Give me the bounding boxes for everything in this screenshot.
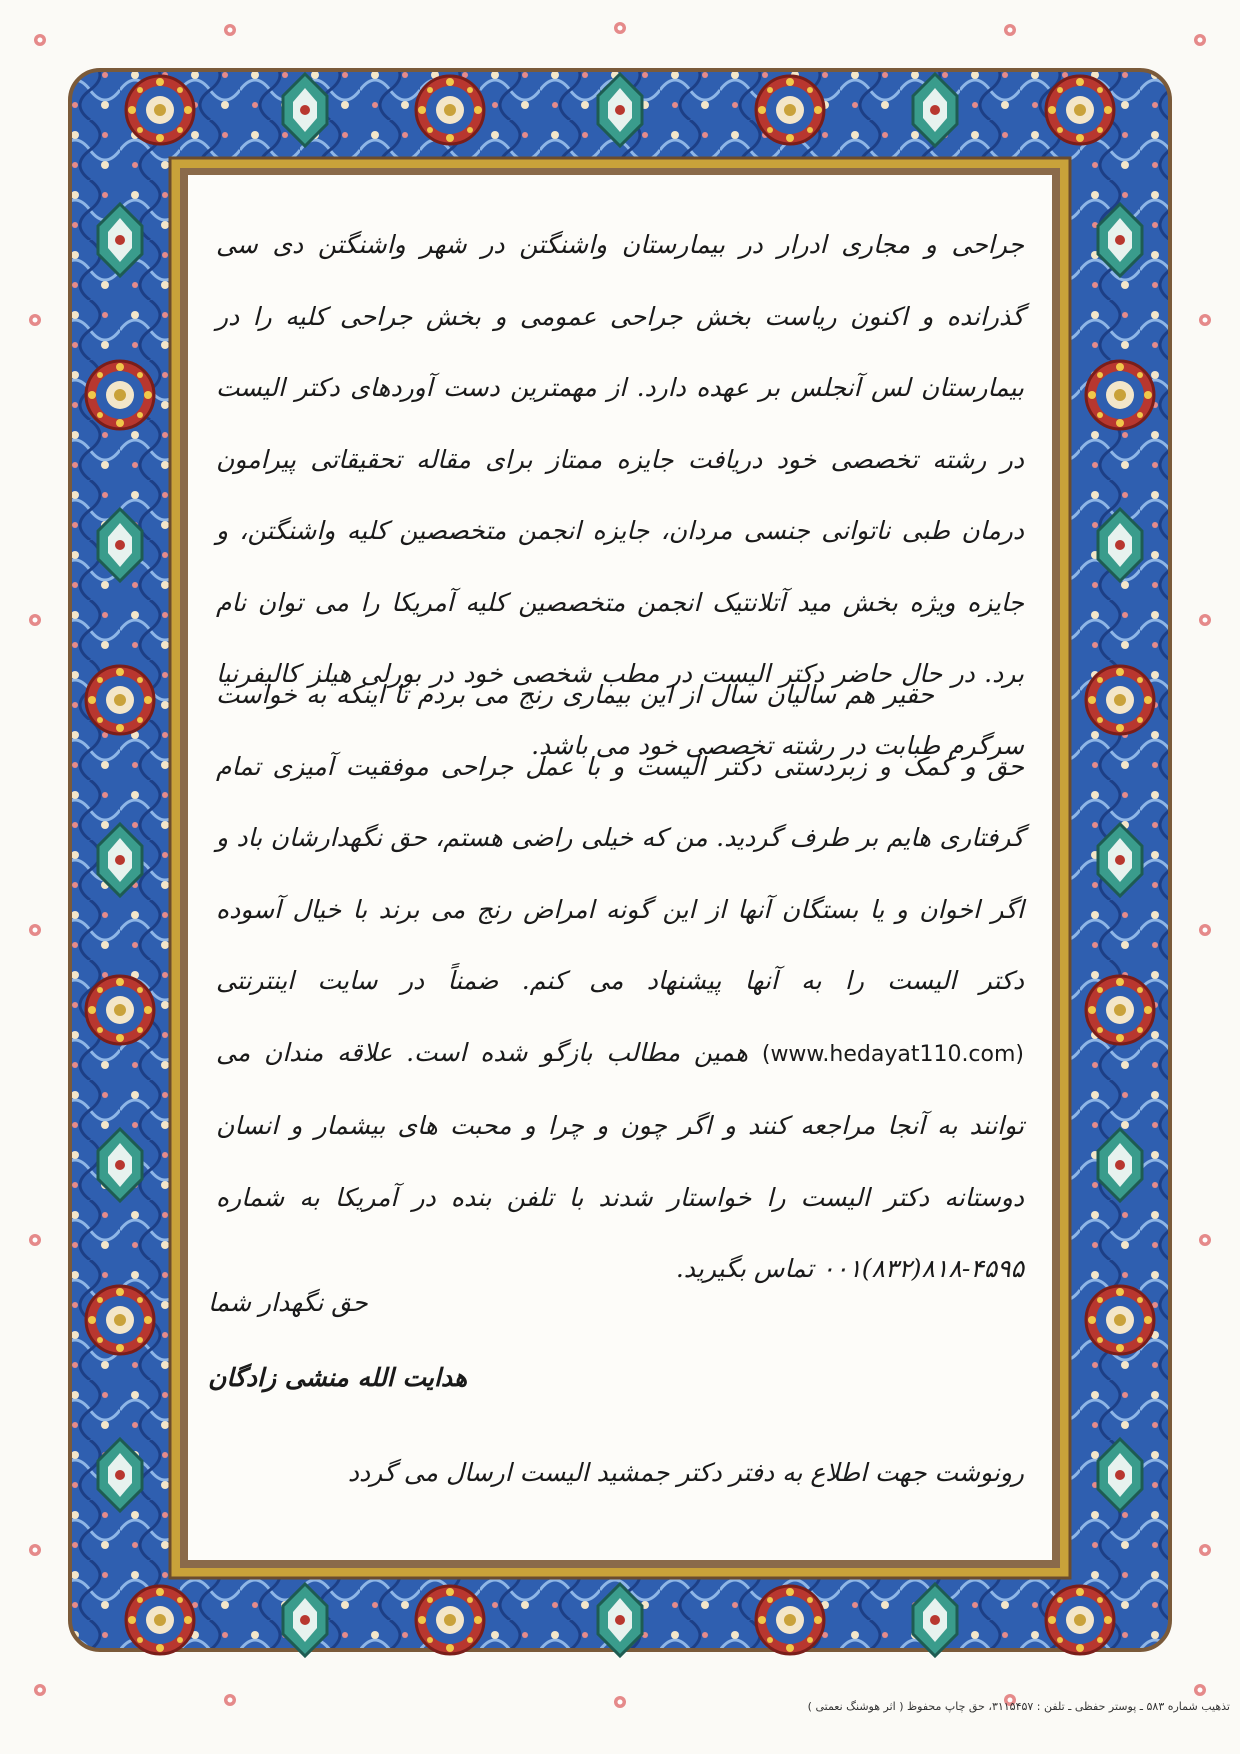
print-imprint: تذهیب شماره ۵۸۳ ـ پوستر حفظی ـ تلفن : ۳۱۱۵۴۵۷، حق چاپ محفوظ ( اثر هوشنگ نعمتی ) xyxy=(807,1700,1230,1713)
letter-paragraph-2 xyxy=(216,659,1024,1305)
letter-paragraph-1: جراحی و مجاری ادرار در بیمارستان واشنگتن در شهر واشنگتن دی سی گذرانده و اکنون ریاست بخش جراحی عمومی و بخش جراحی کلیه را در بیمارستان لس آنجلس بر عهده دارد. از مهمترین دست آوردهای دکتر الیست در رشته تخصصی خود دریافت جایزه ممتاز برای مقاله تحقیقاتی پیرامون درمان طبی ناتوانی جنسی مردان، جایزه انجمن متخصصین کلیه واشنگتن، و جایزه ویژه بخش مید آتلانتیک انجمن متخصصین کلیه آمریکا را می توان نام برد. در حال حاضر دکتر الیست در مطب شخصی خود در بورلی هیلز کالیفرنیا سرگرم طبابت در رشته تخصصی خود می باشد. xyxy=(216,230,1025,760)
closing-line: حق نگهدار شما xyxy=(208,1288,368,1317)
signature-name: هدایت الله منشی زادگان xyxy=(208,1363,468,1392)
paragraph-2-text-a: حقیر هم سالیان سال از این بیماری رنج می بردم تا اینکه به خواست حق و کمک و زبردستی دکتر الیست و با عمل جراحی موفقیت آمیزی تمام گرفتاری هایم بر طرف گردید. من که خیلی راضی هستم، حق نگهدارشان باد و اگر اخوان و یا بستگان آنها از این گونه امراض رنج می برند با خیال آسوده دکتر الیست را به آنها پیشنهاد می کنم. ضمناً در سایت اینترنتی xyxy=(216,680,1024,995)
website-link[interactable]: (www.hedayat110.com) xyxy=(761,1041,1025,1067)
paragraph-2-text-b: همین مطالب بازگو شده است. علاقه مندان می توانند به آنجا مراجعه کنند و اگر چون و چرا و محبت های بیشمار و انسان دوستانه دکتر الیست را خواستار شدند با تلفن بنده در آمریکا به شماره ۴۵۹۵-۸۱۸(۸۳۲)۰۰۱ تماس بگیرید. xyxy=(216,1037,1024,1283)
carbon-copy-note: رونوشت جهت اطلاع به دفتر دکتر جمشید الیست ارسال می گردد xyxy=(347,1458,1024,1487)
letter-body xyxy=(188,175,1052,1560)
